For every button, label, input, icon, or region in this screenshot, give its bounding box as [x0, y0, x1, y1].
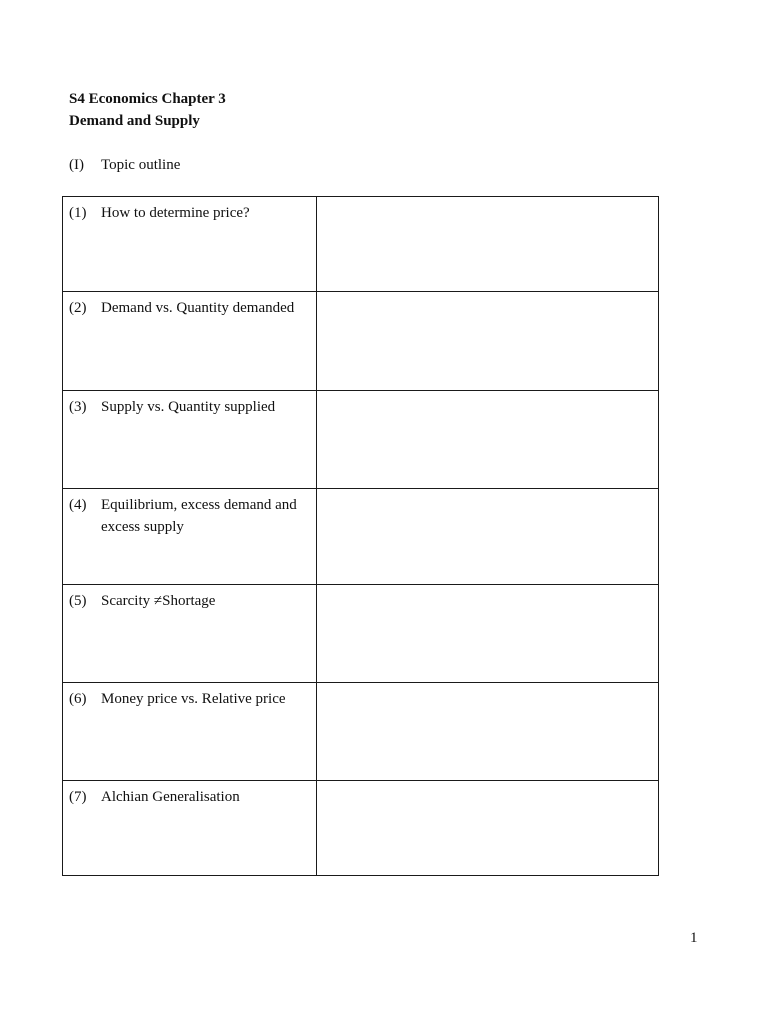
- table-row: [63, 197, 659, 292]
- table-row: [63, 683, 659, 781]
- topic-cell: [63, 292, 317, 391]
- notes-cell[interactable]: [317, 292, 659, 391]
- topic-outline-table: [62, 196, 659, 876]
- table-row: [63, 292, 659, 391]
- item-number: (1): [69, 205, 87, 221]
- notes-cell[interactable]: [317, 489, 659, 585]
- item-number: (3): [69, 399, 87, 415]
- document-title: S4 Economics Chapter 3: [69, 91, 226, 107]
- item-number: (2): [69, 300, 87, 316]
- notes-cell[interactable]: [317, 683, 659, 781]
- topic-cell: [63, 197, 317, 292]
- item-text: Money price vs. Relative price: [101, 691, 286, 707]
- item-text: Demand vs. Quantity demanded: [101, 300, 295, 316]
- notes-cell[interactable]: [317, 197, 659, 292]
- item-text: Equilibrium, excess demand and excess supply: [101, 497, 297, 535]
- item-text: Scarcity ≠Shortage: [101, 593, 216, 609]
- item-number: (6): [69, 691, 87, 707]
- notes-cell[interactable]: [317, 585, 659, 683]
- item-number: (4): [69, 497, 87, 513]
- item-text: Supply vs. Quantity supplied: [101, 399, 276, 415]
- section-heading: [69, 156, 180, 174]
- item-text: How to determine price?: [101, 205, 250, 221]
- topic-cell: [63, 585, 317, 683]
- topic-cell: [63, 781, 317, 876]
- topic-cell: [63, 683, 317, 781]
- document-subtitle: Demand and Supply: [69, 113, 200, 129]
- topic-cell: [63, 489, 317, 585]
- table-row: [63, 781, 659, 876]
- notes-cell[interactable]: [317, 781, 659, 876]
- table-row: [63, 489, 659, 585]
- item-number: (7): [69, 789, 87, 805]
- page-number: 1: [690, 930, 698, 946]
- item-text: Alchian Generalisation: [101, 789, 240, 805]
- table-row: [63, 585, 659, 683]
- notes-cell[interactable]: [317, 391, 659, 489]
- section-title: Topic outline: [101, 157, 181, 173]
- item-number: (5): [69, 593, 87, 609]
- table-row: [63, 391, 659, 489]
- topic-cell: [63, 391, 317, 489]
- section-number: (I): [69, 157, 84, 173]
